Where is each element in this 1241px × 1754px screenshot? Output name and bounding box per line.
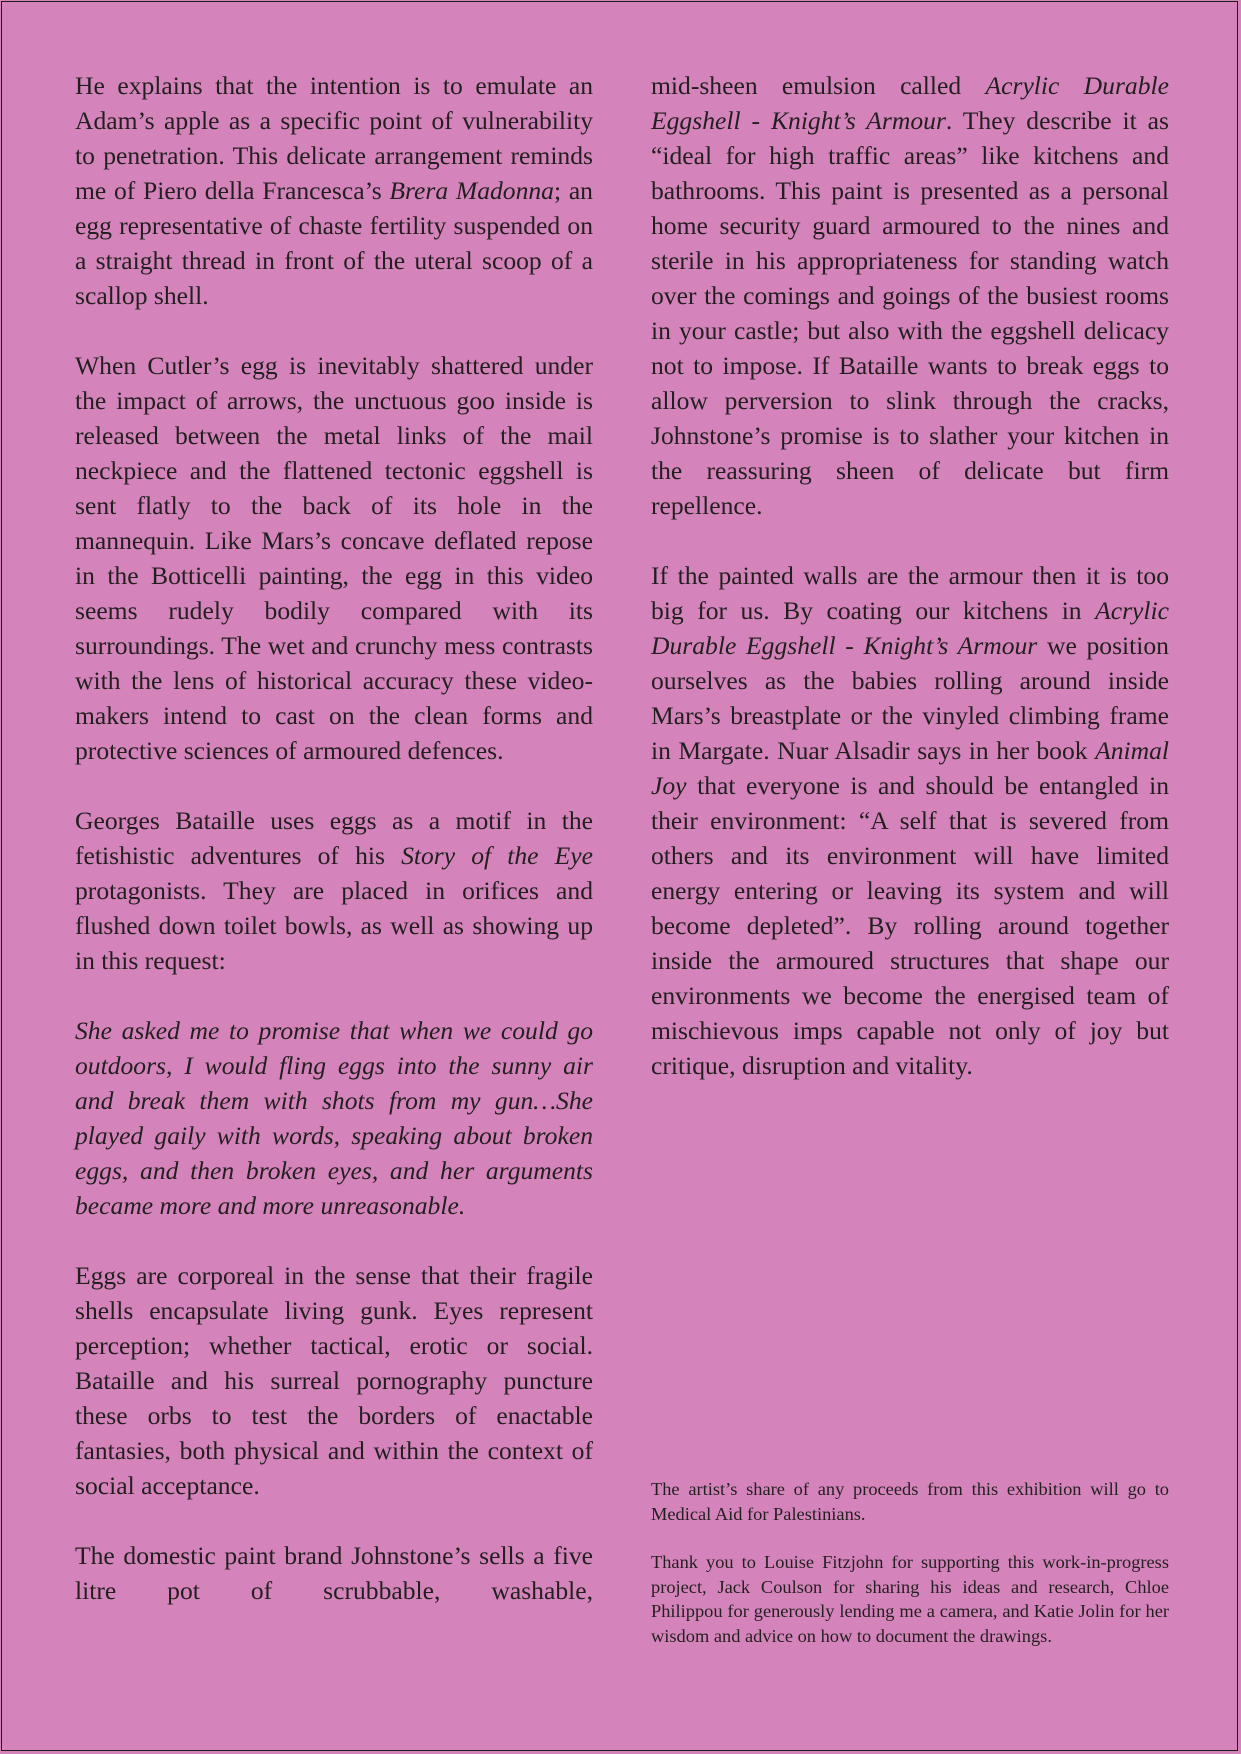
paragraph-text: He explains that the intention is to emulate an Adam’s apple as a specific point of vulnerability to penetration. This delicate arrangement reminds me of Piero della Francesca’s [75,71,593,205]
paragraph-text: Georges Bataille uses eggs as a motif in the fetishistic adventures of his [75,806,593,870]
paragraph-text: . They describe it as “ideal for high traffic areas” like kitchens and bathrooms. This paint is presented as a personal home security guard armoured to the nines and sterile in his appropriateness for standing watch over the comings and goings of the busiest rooms in your castle; but also with the eggshell delicacy not to impose. If Bataille wants to break eggs to allow perversion to slink through the cracks, Johnstone’s promise is to slather your kitchen in the reassuring sheen of delicate but firm repellence. [651,106,1169,520]
paragraph-paint-emulsion [651,68,1169,523]
paragraph-text: protagonists. They are placed in orifices and flushed down toilet bowls, as well as showing up in this request: [75,876,593,975]
paragraph-adams-apple [75,68,593,313]
book-title: Animal Joy [651,736,1169,800]
paragraph-bataille-eggs [75,803,593,978]
quote-text: She asked me to promise that when we could go outdoors, I would fling eggs into the sunny air and break them with shots from my gun…She played gaily with words, speaking about broken eggs, and then broken eyes, and her arguments became more and more unreasonable. [75,1016,593,1220]
paragraph-text: If the painted walls are the armour then it is too big for us. By coating our kitchens in [651,561,1169,625]
paragraph-painted-walls [651,558,1169,1083]
left-column [75,68,593,1608]
artwork-title: Brera Madonna [389,176,554,205]
paragraph-text: ; an egg representative of chaste fertility suspended on a straight thread in front of the uteral scoop of a scallop shell. [75,176,593,310]
book-title: Story of the Eye [401,841,594,870]
paragraph-johnstones: The domestic paint brand Johnstone’s sells a five litre pot of scrubbable, washable, [75,1541,593,1605]
paragraph-eggs-corporeal: Eggs are corporeal in the sense that their fragile shells encapsulate living gunk. Eyes represent perception; whether tactical, erotic or social. Bataille and his surreal pornography puncture these orbs to test the borders of enactable fantasies, both physical and within the context of social acceptance. [75,1261,593,1500]
footnote-proceeds: The artist’s share of any proceeds from this exhibition will go to Medical Aid for Palestinians. [651,1479,1169,1524]
product-name: Acrylic Durable Eggshell - Knight’s Armour [651,596,1169,660]
right-column [651,68,1169,1083]
paragraph-egg-shattered: When Cutler’s egg is inevitably shattered under the impact of arrows, the unctuous goo inside is released between the metal links of the mail neckpiece and the flattened tectonic eggshell is sent flatly to the back of its hole in the mannequin. Like Mars’s concave deflated repose in the Botticelli painting, the egg in this video seems rudely bodily compared with its surroundings. The wet and crunchy mess contrasts with the lens of historical accuracy these video-makers intend to cast on the clean forms and protective sciences of armoured defences. [75,351,593,765]
paragraph-text: that everyone is and should be entangled in their environment: “A self that is severed from others and its environment will have limited energy entering or leaving its system and will become depleted”. By rolling around together inside the armoured structures that shape our environments we become the energised team of mischievous imps capable not only of joy but critique, disruption and vitality. [651,771,1169,1080]
block-quote [75,1013,593,1223]
footnotes [651,1477,1169,1672]
product-name: Acrylic Durable Eggshell - Knight’s Armour [651,71,1169,135]
paragraph-text: we position ourselves as the babies rolling around inside Mars’s breastplate or the vinyled climbing frame in Margate. Nuar Alsadir says in her book [651,631,1169,765]
paragraph-text: mid-sheen emulsion called [651,71,986,100]
footnote-thanks: Thank you to Louise Fitzjohn for supporting this work-in-progress project, Jack Coulson for sharing his ideas and research, Chloe Philippou for generously lending me a camera, and Katie Jolin for her wisdom and advice on how to document the drawings. [651,1552,1169,1646]
